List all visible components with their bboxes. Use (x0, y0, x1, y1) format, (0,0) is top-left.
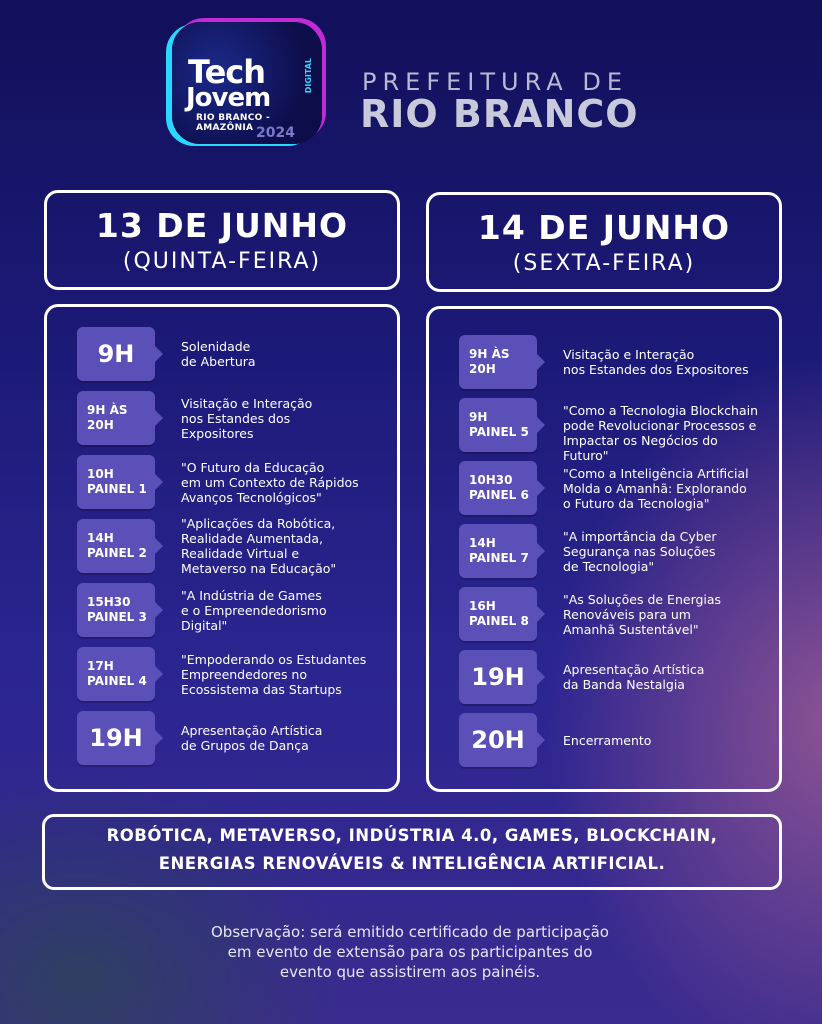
item-description: "O Futuro da Educação em um Contexto de Rápidos Avanços Tecnológicos" (181, 459, 359, 505)
item-description: "Como a Tecnologia Blockchain pode Revolucionar Processos e Impactar os Negócios do Futuro" (563, 402, 759, 463)
day2-weekday: (SEXTA-FEIRA) (512, 251, 696, 276)
item-description: "Como a Inteligência Artificial Molda o Amanhã: Explorando o Futuro da Tecnologia" (563, 465, 749, 511)
time-badge: 19H (77, 711, 155, 765)
logo-text-tech: Tech (188, 53, 266, 91)
day1-date: 13 DE JUNHO (95, 206, 349, 245)
item-description: Visitação e Interação nos Estandes dos Expositores (563, 347, 749, 377)
logo-text-jovem: Jovem (186, 83, 271, 113)
item-description: "Empoderando os Estudantes Empreendedores no Ecossistema das Startups (181, 651, 367, 697)
time-badge: 15H30 PAINEL 3 (77, 583, 155, 637)
item-description: Encerramento (563, 732, 652, 748)
item-description: Visitação e Interação nos Estandes dos Expositores (181, 395, 313, 441)
day2-date: 14 DE JUNHO (477, 208, 731, 247)
prefeitura-label: PREFEITURA DE (362, 68, 628, 96)
time-badge: 20H (459, 713, 537, 767)
time-badge: 10H PAINEL 1 (77, 455, 155, 509)
time-badge: 10H30 PAINEL 6 (459, 461, 537, 515)
time-badge: 9H PAINEL 5 (459, 398, 537, 452)
time-badge: 16H PAINEL 8 (459, 587, 537, 641)
item-description: "A importância da Cyber Segurança nas Soluções de Tecnologia" (563, 528, 717, 574)
day1-schedule (44, 304, 400, 792)
logo-text-place: RIO BRANCO - AMAZÔNIA (196, 113, 271, 133)
item-description: Solenidade de Abertura (181, 339, 256, 369)
tech-jovem-logo (172, 22, 322, 144)
time-badge: 17H PAINEL 4 (77, 647, 155, 701)
time-badge: 9H (77, 327, 155, 381)
logo-text-year: 2024 (256, 125, 295, 141)
item-description: "As Soluções de Energias Renováveis para um Amanhã Sustentável" (563, 591, 722, 637)
item-description: "Aplicações da Robótica, Realidade Aumentada, Realidade Virtual e Metaverso na Educação" (181, 516, 337, 576)
topics-box (42, 814, 782, 890)
item-description: Apresentação Artística da Banda Nestalgia (563, 662, 705, 692)
logo-text-digital: DIGITAL (304, 58, 313, 94)
city-name: RIO BRANCO (360, 92, 639, 136)
time-badge: 19H (459, 650, 537, 704)
time-badge: 14H PAINEL 7 (459, 524, 537, 578)
topics-line-2: ENERGIAS RENOVÁVEIS & INTELIGÊNCIA ARTIFICIAL. (158, 854, 666, 873)
day2-header (426, 192, 782, 292)
day2-schedule (426, 306, 782, 792)
time-badge: 9H ÀS 20H (77, 391, 155, 445)
item-description: Apresentação Artística de Grupos de Dança (181, 723, 323, 753)
observation-note: Observação: será emitido certificado de participação em evento de extensão para os participantes do evento que assistirem aos painéis. (211, 923, 609, 981)
day1-weekday: (QUINTA-FEIRA) (122, 249, 322, 274)
item-description: "A Indústria de Games e o Empreendedorismo Digital" (181, 587, 327, 633)
time-badge: 14H PAINEL 2 (77, 519, 155, 573)
time-badge: 9H ÀS 20H (459, 335, 537, 389)
day1-header (44, 190, 400, 290)
topics-line-1: ROBÓTICA, METAVERSO, INDÚSTRIA 4.0, GAMES, BLOCKCHAIN, (106, 826, 718, 845)
